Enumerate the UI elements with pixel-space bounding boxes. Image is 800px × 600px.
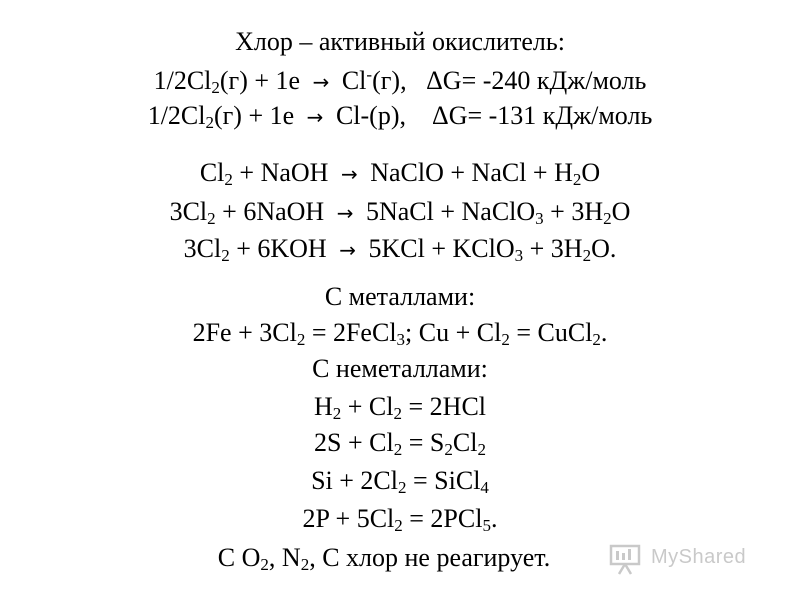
gibbs-energy-value: ΔG= -240 кДж/моль: [426, 66, 647, 95]
reaction-silicon: $Si + 2Cl_2$ = SiCl$_4$: [311, 466, 489, 497]
section-heading-nonmetals: С неметаллами:: [312, 354, 488, 383]
arrow-icon: →: [339, 238, 356, 262]
page-title: Хлор – активный окислитель:: [235, 27, 565, 56]
reaction-phosphorus: $2P + 5Cl_2 = 2PCl_5$.: [302, 504, 498, 535]
arrow-icon: →: [340, 162, 358, 186]
gibbs-energy-value: ΔG= -131 кДж/моль: [431, 101, 653, 130]
reaction-chlorine-gas-reduction: $1/2Cl_2(г) + 1е \to Cl^-(г)$, ΔG= -240 кДж/моль: [153, 65, 647, 97]
reaction-hydrogen: $H_2 + Cl_2 = 2HCl$: [313, 392, 487, 423]
watermark-logo: [607, 540, 767, 576]
arrow-icon: →: [312, 70, 330, 94]
reaction-chlorine-solution-reduction: $1/2Cl_2(г) + 1е \to Cl-(р)$, ΔG= -131 кДж/моль: [147, 101, 653, 132]
section-heading-metals: С металлами:: [324, 282, 476, 311]
projector-screen-icon: [607, 540, 643, 576]
reaction-metals: $2Fe + 3Cl_2$ = 2FeCl$_3$; $Cu + Cl_2$ = CuCl$_2$.: [192, 318, 608, 349]
reaction-cl2-naoh-hot: $3Cl_2$ + 6NaOH → 5NaCl + NaClO$_3$ + $3H_2O$: [169, 197, 631, 228]
reaction-cl2-koh-hot: $3Cl_2 + 6KOH \to 5KCl$ + KClO$_3$ + $3H_2O$.: [183, 234, 617, 265]
watermark-text: MyShared: [651, 546, 747, 568]
reaction-sulfur: $2S + Cl_2 = S_2Cl_2$: [314, 428, 486, 459]
arrow-icon: →: [306, 105, 324, 129]
reaction-cl2-naoh-cold: $Cl_2$ + NaOH → NaClO + NaCl + $H_2O$: [199, 158, 601, 189]
arrow-icon: →: [336, 201, 354, 225]
no-reaction-note: С $O_2$, $N_2$, С хлор не реагирует.: [217, 543, 551, 574]
